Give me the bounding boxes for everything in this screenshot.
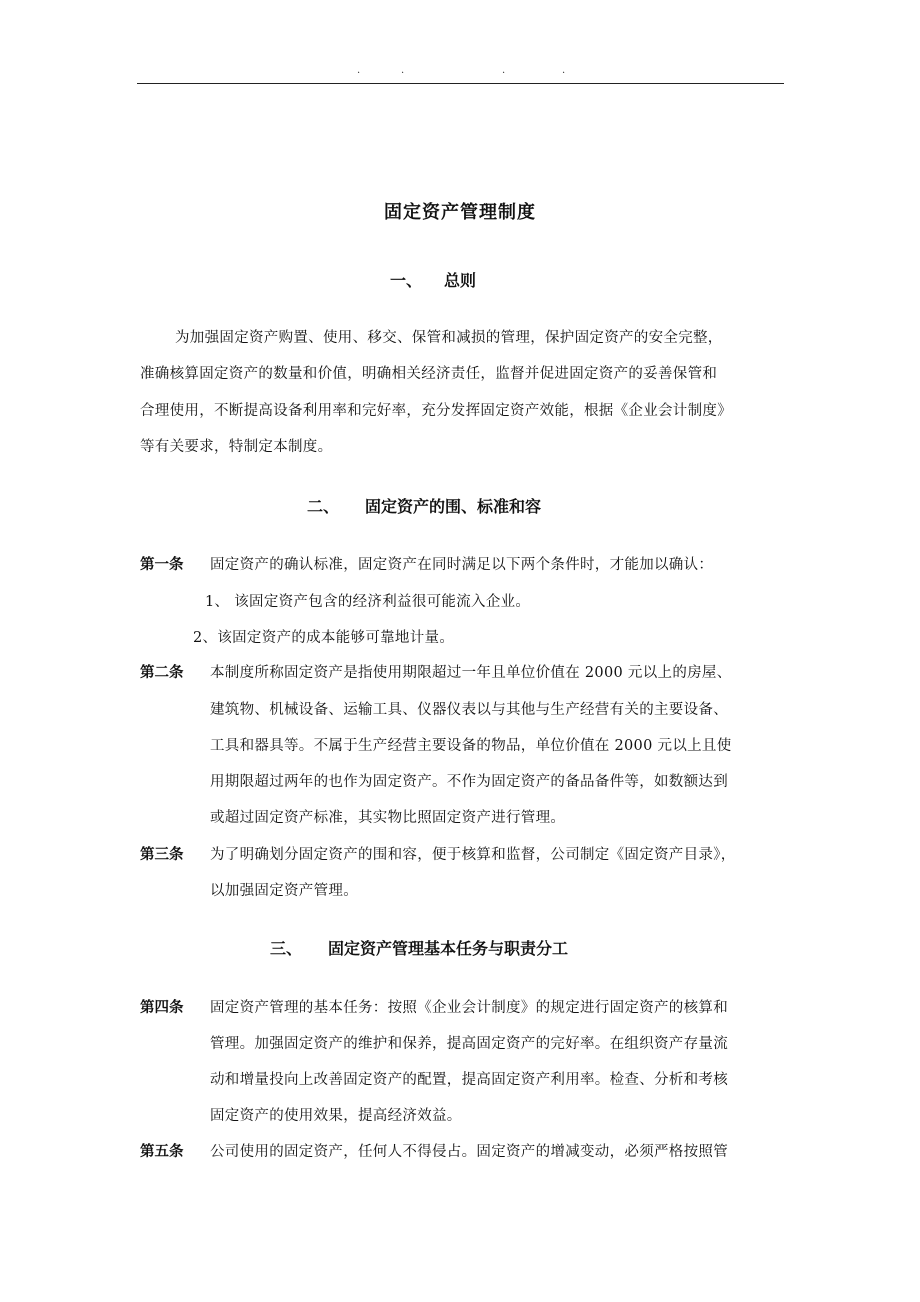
section-1-heading	[390, 268, 476, 291]
article-line: 公司使用的固定资产，任何人不得侵占。固定资产的增减变动，必须严格按照管	[210, 1144, 728, 1160]
list-item: 1、 该固定资产包含的经济利益很可能流入企业。	[205, 594, 531, 610]
document-title: 固定资产管理制度	[384, 202, 536, 223]
article-line: 建筑物、机械设备、运输工具、仪器仪表以与其他与生产经营有关的主要设备、	[210, 702, 728, 718]
article-3-label: 第三条	[140, 847, 184, 863]
article-line: 本制度所称固定资产是指使用期限超过一年且单位价值在 2000 元以上的房屋、	[210, 665, 732, 681]
header-dots	[0, 66, 920, 80]
article-line: 以加强固定资产管理。	[210, 883, 358, 899]
article-line: 或超过固定资产标准，其实物比照固定资产进行管理。	[210, 810, 566, 826]
paragraph-line: 为加强固定资产购置、使用、移交、保管和减损的管理，保护固定资产的安全完整，	[175, 330, 723, 346]
section-title: 总则	[444, 271, 477, 290]
header-rule	[137, 83, 784, 84]
header-dot: .	[502, 65, 506, 76]
paragraph-line: 合理使用，不断提高设备利用率和完好率，充分发挥固定资产效能，根据《企业会计制度》	[140, 403, 732, 419]
article-line: 固定资产管理的基本任务：按照《企业会计制度》的规定进行固定资产的核算和	[210, 1000, 728, 1016]
article-line: 管理。加强固定资产的维护和保养，提高固定资产的完好率。在组织资产存量流	[210, 1036, 728, 1052]
section-title: 固定资产管理基本任务与职责分工	[328, 939, 569, 958]
article-4-label: 第四条	[140, 1000, 184, 1016]
section-number: 一、	[390, 271, 423, 290]
article-line: 用期限超过两年的也作为固定资产。不作为固定资产的备品备件等，如数额达到	[210, 774, 728, 790]
article-2-label: 第二条	[140, 665, 184, 681]
article-line: 动和增量投向上改善固定资产的配置，提高固定资产利用率。检查、分析和考核	[210, 1072, 728, 1088]
section-number: 三、	[270, 939, 303, 958]
article-5-label: 第五条	[140, 1144, 184, 1160]
paragraph-line: 准确核算固定资产的数量和价值，明确相关经济责任，监督并促进固定资产的妥善保管和	[140, 366, 718, 382]
article-line: 固定资产的使用效果，提高经济效益。	[210, 1108, 462, 1124]
article-1-label: 第一条	[140, 557, 184, 573]
section-number: 二、	[307, 497, 340, 516]
list-item: 2、该固定资产的成本能够可靠地计量。	[193, 630, 455, 646]
header-dot: .	[562, 65, 566, 76]
section-3-heading	[270, 936, 568, 959]
header-dot: .	[401, 65, 405, 76]
section-2-heading	[307, 494, 541, 517]
article-line: 工具和器具等。不属于生产经营主要设备的物品，单位价值在 2000 元以上且使	[210, 738, 732, 754]
section-title: 固定资产的围、标准和容	[365, 497, 542, 516]
article-line: 为了明确划分固定资产的围和容，便于核算和监督，公司制定《固定资产目录》，	[210, 847, 736, 863]
article-line: 固定资产的确认标准，固定资产在同时满足以下两个条件时，才能加以确认：	[210, 557, 714, 573]
paragraph-line: 等有关要求，特制定本制度。	[140, 439, 333, 455]
header-dot: .	[357, 65, 361, 76]
